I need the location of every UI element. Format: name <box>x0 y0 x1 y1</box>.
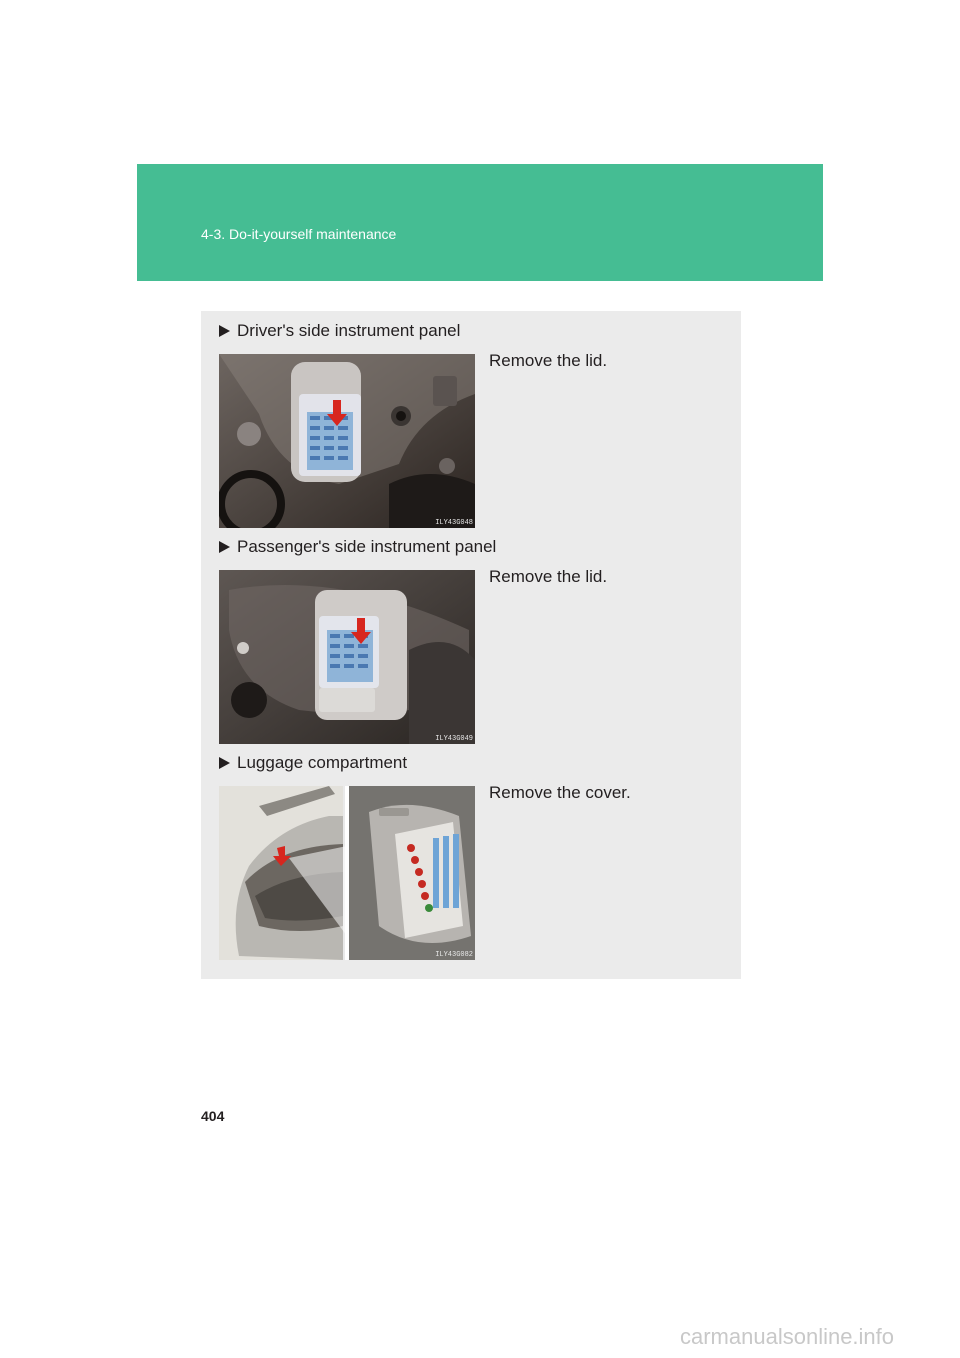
figure-code: ILY43G082 <box>435 951 473 959</box>
figure-code: ILY43G049 <box>435 735 473 743</box>
bullet-triangle-icon <box>219 541 230 553</box>
section-label: 4-3. Do-it-yourself maintenance <box>201 226 397 242</box>
passengers-panel-photo <box>219 570 475 744</box>
figure-code: ILY43G048 <box>435 519 473 527</box>
item-instruction: Remove the lid. <box>489 567 608 586</box>
bullet-triangle-icon <box>219 325 230 337</box>
content-panel <box>201 311 741 979</box>
item-heading-text: Passenger's side instrument panel <box>237 537 497 556</box>
header-band <box>137 164 823 281</box>
item-heading-text: Luggage compartment <box>237 753 408 772</box>
item-heading <box>219 321 460 341</box>
watermark: carmanualsonline.info <box>680 1324 895 1349</box>
item-instruction: Remove the lid. <box>489 351 608 370</box>
page-number: 404 <box>201 1108 225 1124</box>
luggage-compartment-photo <box>219 786 475 960</box>
item-instruction: Remove the cover. <box>489 783 631 802</box>
drivers-panel-photo <box>219 354 475 528</box>
bullet-triangle-icon <box>219 757 230 769</box>
item-heading-text: Driver's side instrument panel <box>237 321 461 340</box>
item-heading <box>219 753 407 773</box>
item-heading <box>219 537 496 557</box>
